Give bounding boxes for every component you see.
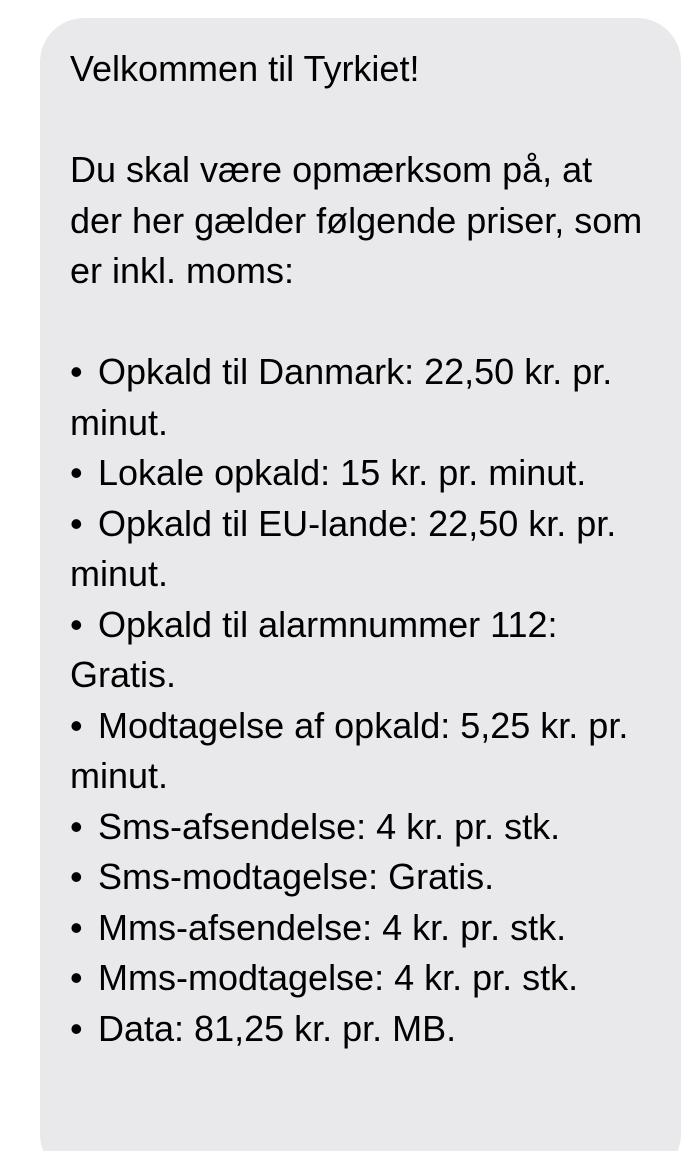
price-list-item [70,953,653,1004]
bullet-icon: • [70,603,83,645]
price-item-text: Mms-afsendelse: 4 kr. pr. stk. [98,906,567,948]
bullet-icon: • [70,856,83,897]
price-list-item [70,802,653,853]
paragraph-gap [70,95,653,146]
price-list-item [70,600,653,701]
price-list-item [70,701,653,802]
bullet-icon: • [70,906,83,948]
message-intro: Du skal være opmærksom på, at der her gælder følgende priser, som er inkl. moms: [70,149,643,291]
price-list-item [70,499,653,600]
price-list [70,347,653,1054]
price-list-item [70,852,653,903]
bullet-icon: • [70,351,83,392]
price-item-text: Mms-modtagelse: 4 kr. pr. stk. [98,957,579,998]
bullet-icon: • [70,805,83,847]
price-item-text: Modtagelse af opkald: 5,25 kr. pr. minut. [70,704,629,796]
price-item-text: Opkald til EU-lande: 22,50 kr. pr. minut. [70,502,617,594]
price-item-text: Opkald til Danmark: 22,50 kr. pr. minut. [70,351,613,443]
bullet-icon: • [70,704,83,746]
price-item-text: Sms-modtagelse: Gratis. [98,856,495,897]
message-bubble[interactable] [40,18,681,1151]
price-list-item [70,1004,653,1055]
price-item-text: Lokale opkald: 15 kr. pr. minut. [98,452,587,493]
price-item-text: Sms-afsendelse: 4 kr. pr. stk. [98,805,561,847]
message-greeting: Velkommen til Tyrkiet! [70,48,420,89]
paragraph-gap [70,297,653,348]
price-item-text: Opkald til alarmnummer 112: Gratis. [70,603,558,695]
price-list-item [70,903,653,954]
price-item-text: Data: 81,25 kr. pr. MB. [98,1007,457,1049]
bullet-icon: • [70,452,83,493]
price-list-item [70,448,653,499]
bullet-icon: • [70,1007,83,1049]
price-list-item [70,347,653,448]
bullet-icon: • [70,502,83,544]
message-text [70,44,653,1054]
bullet-icon: • [70,957,83,998]
